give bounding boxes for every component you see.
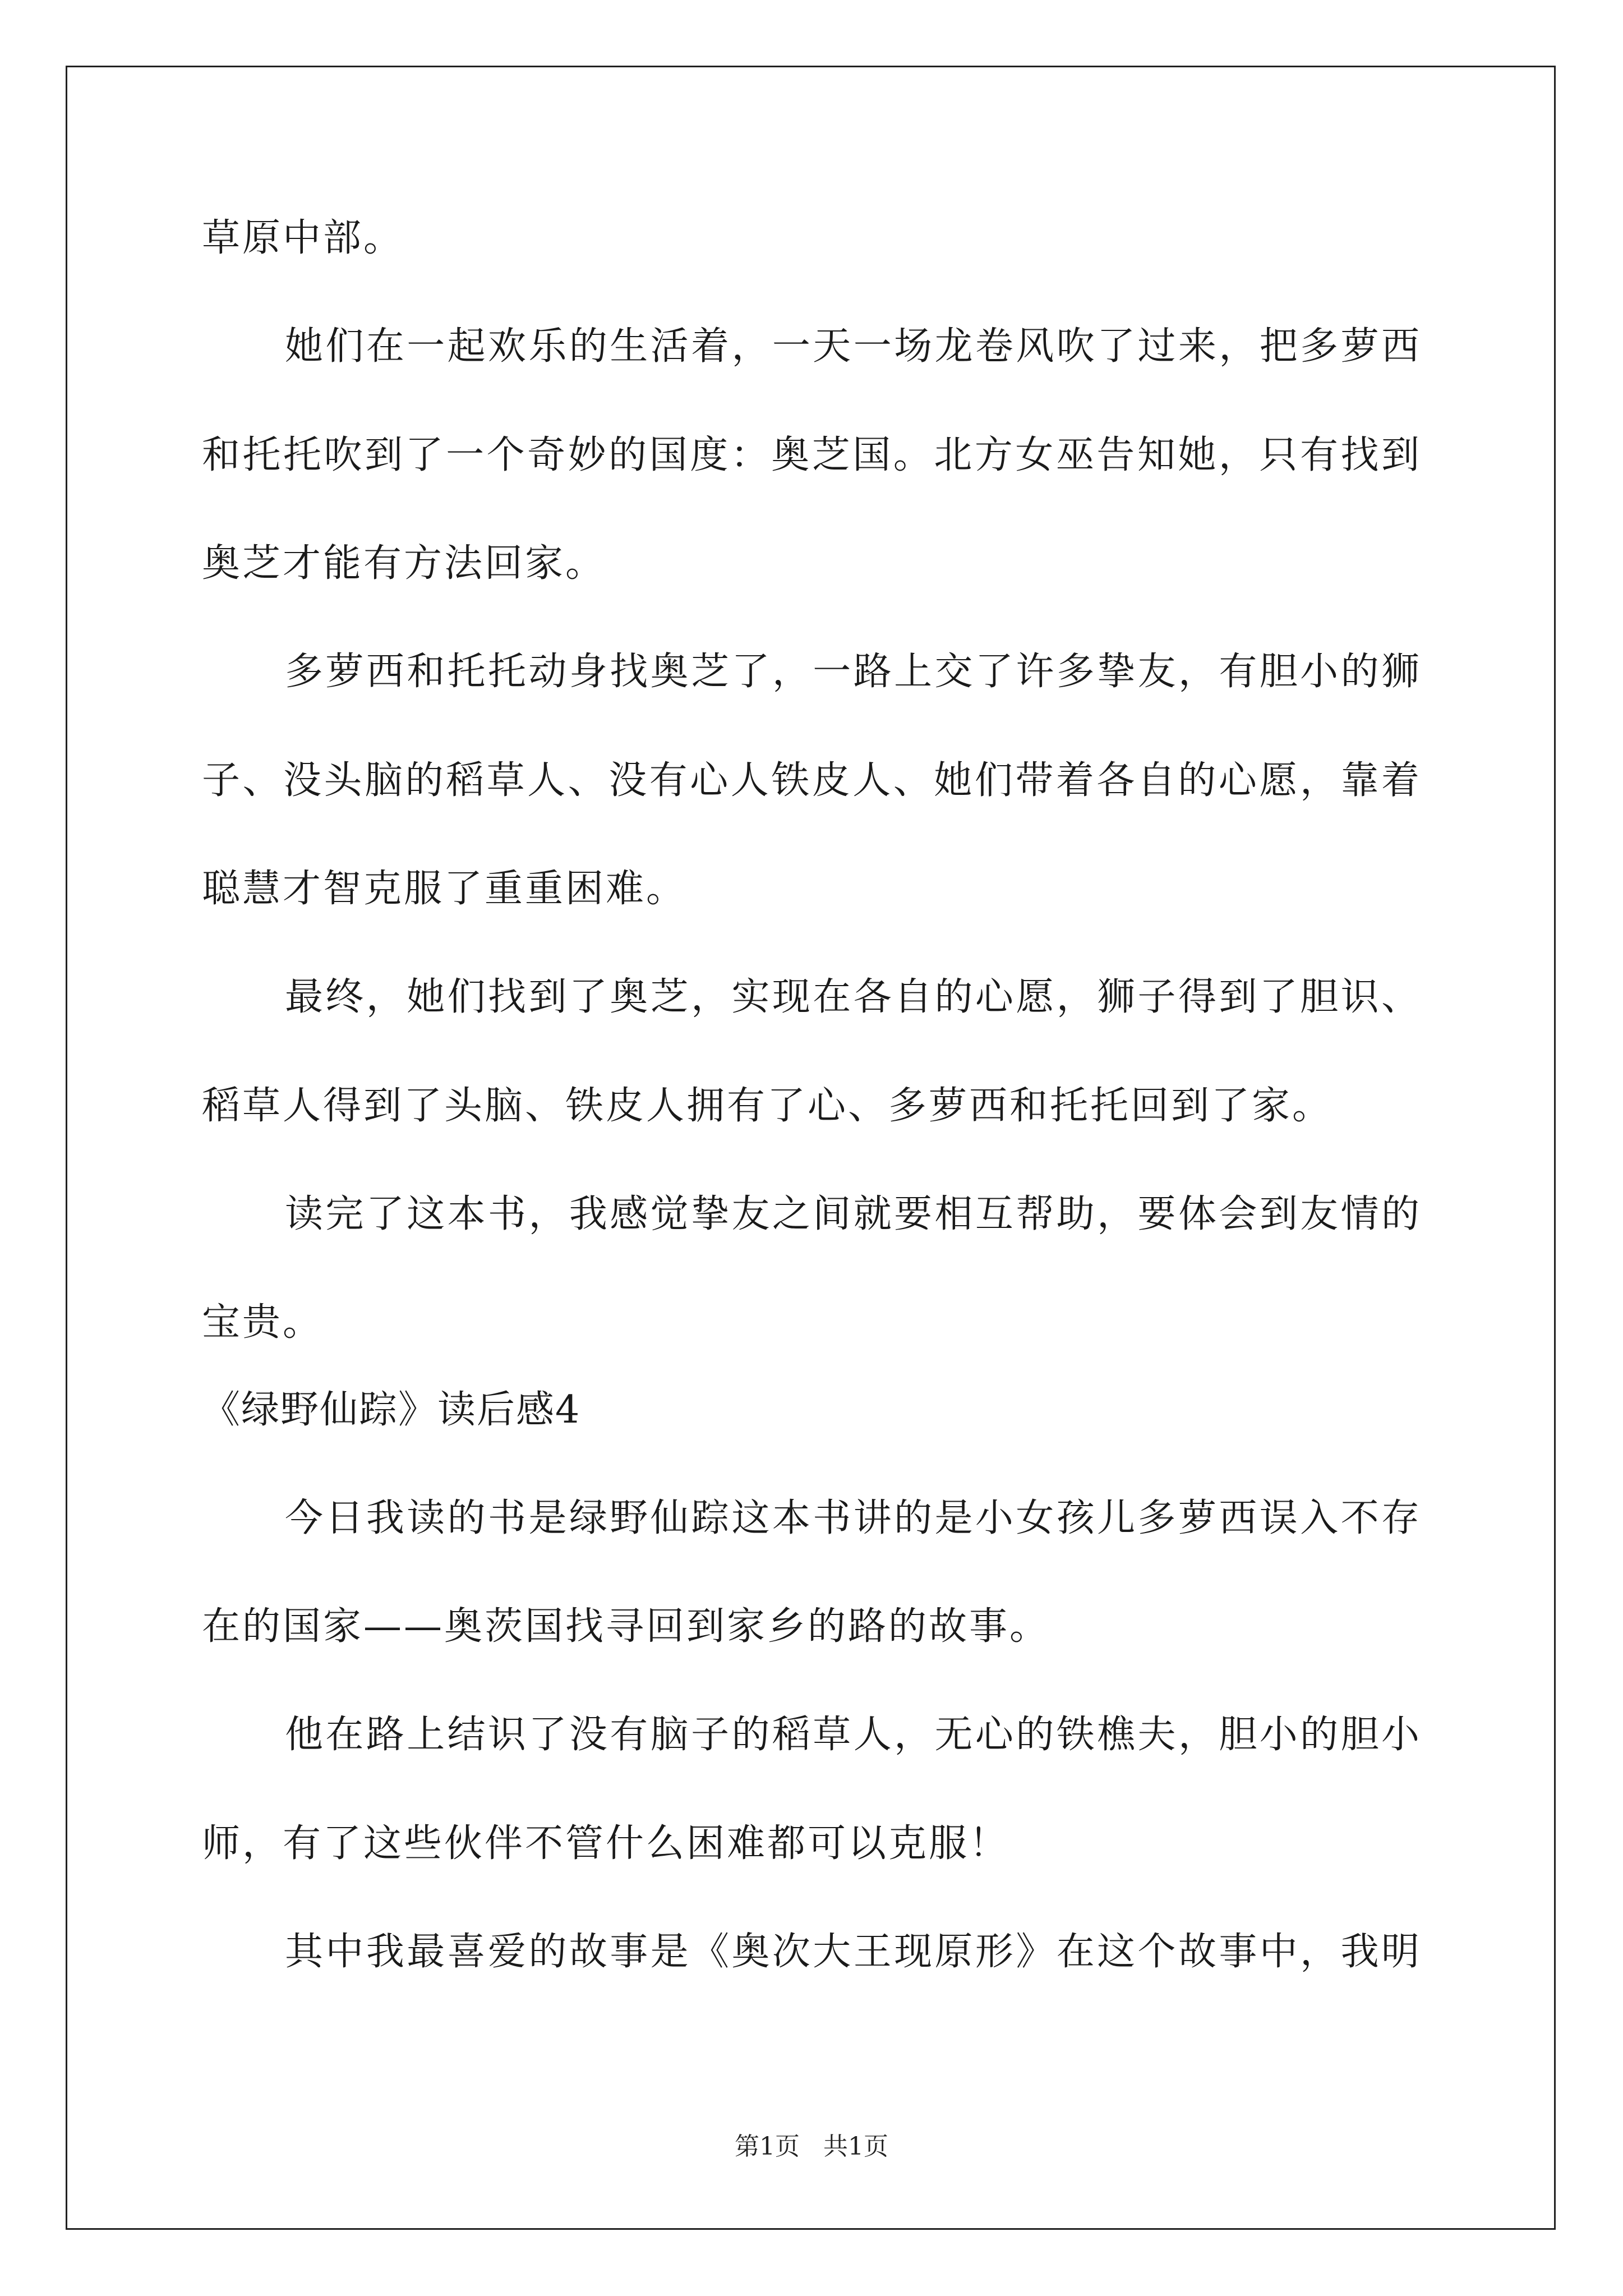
paragraph-line: 宝贵。 <box>202 1300 324 1345</box>
paragraph-line: 稻草人得到了头脑、铁皮人拥有了心、多萝西和托托回到了家。 <box>202 1084 1333 1128</box>
paragraph-line: 今日我读的书是绿野仙踪这本书讲的是小女孩儿多萝西误入不存 <box>285 1496 1422 1540</box>
page-footer <box>0 2131 1623 2162</box>
paragraph-line: 他在路上结识了没有脑子的稻草人，无心的铁樵夫，胆小的胆小 <box>285 1713 1422 1757</box>
paragraph-line: 她们在一起欢乐的生活着，一天一场龙卷风吹了过来，把多萝西 <box>285 324 1422 369</box>
paragraph-line: 聪慧才智克服了重重困难。 <box>202 867 687 911</box>
paragraph-line: 在的国家——奥茨国找寻回到家乡的路的故事。 <box>202 1604 1050 1649</box>
paragraph-line: 其中我最喜爱的故事是《奥次大王现原形》在这个故事中，我明 <box>285 1930 1422 1974</box>
paragraph-line: 多萝西和托托动身找奥芝了，一路上交了许多挚友，有胆小的狮 <box>285 650 1422 694</box>
paragraph-line: 奥芝才能有方法回家。 <box>202 541 606 586</box>
paragraph-line: 最终，她们找到了奥芝，实现在各自的心愿，狮子得到了胆识、 <box>285 975 1422 1019</box>
paragraph-line: 师，有了这些伙伴不管什么困难都可以克服！ <box>202 1821 1010 1866</box>
paragraph-line: 读完了这本书，我感觉挚友之间就要相互帮助，要体会到友情的 <box>285 1192 1422 1236</box>
page-number: 第1页 <box>735 2132 800 2161</box>
page-border <box>66 66 1556 2230</box>
section-heading: 《绿野仙踪》读后感4 <box>202 1388 581 1432</box>
paragraph-line: 草原中部。 <box>202 216 404 260</box>
paragraph-line: 和托托吹到了一个奇妙的国度：奥芝国。北方女巫告知她，只有找到 <box>202 433 1422 477</box>
paragraph-line: 子、没头脑的稻草人、没有心人铁皮人、她们带着各自的心愿，靠着 <box>202 758 1422 803</box>
page-total: 共1页 <box>823 2132 888 2161</box>
